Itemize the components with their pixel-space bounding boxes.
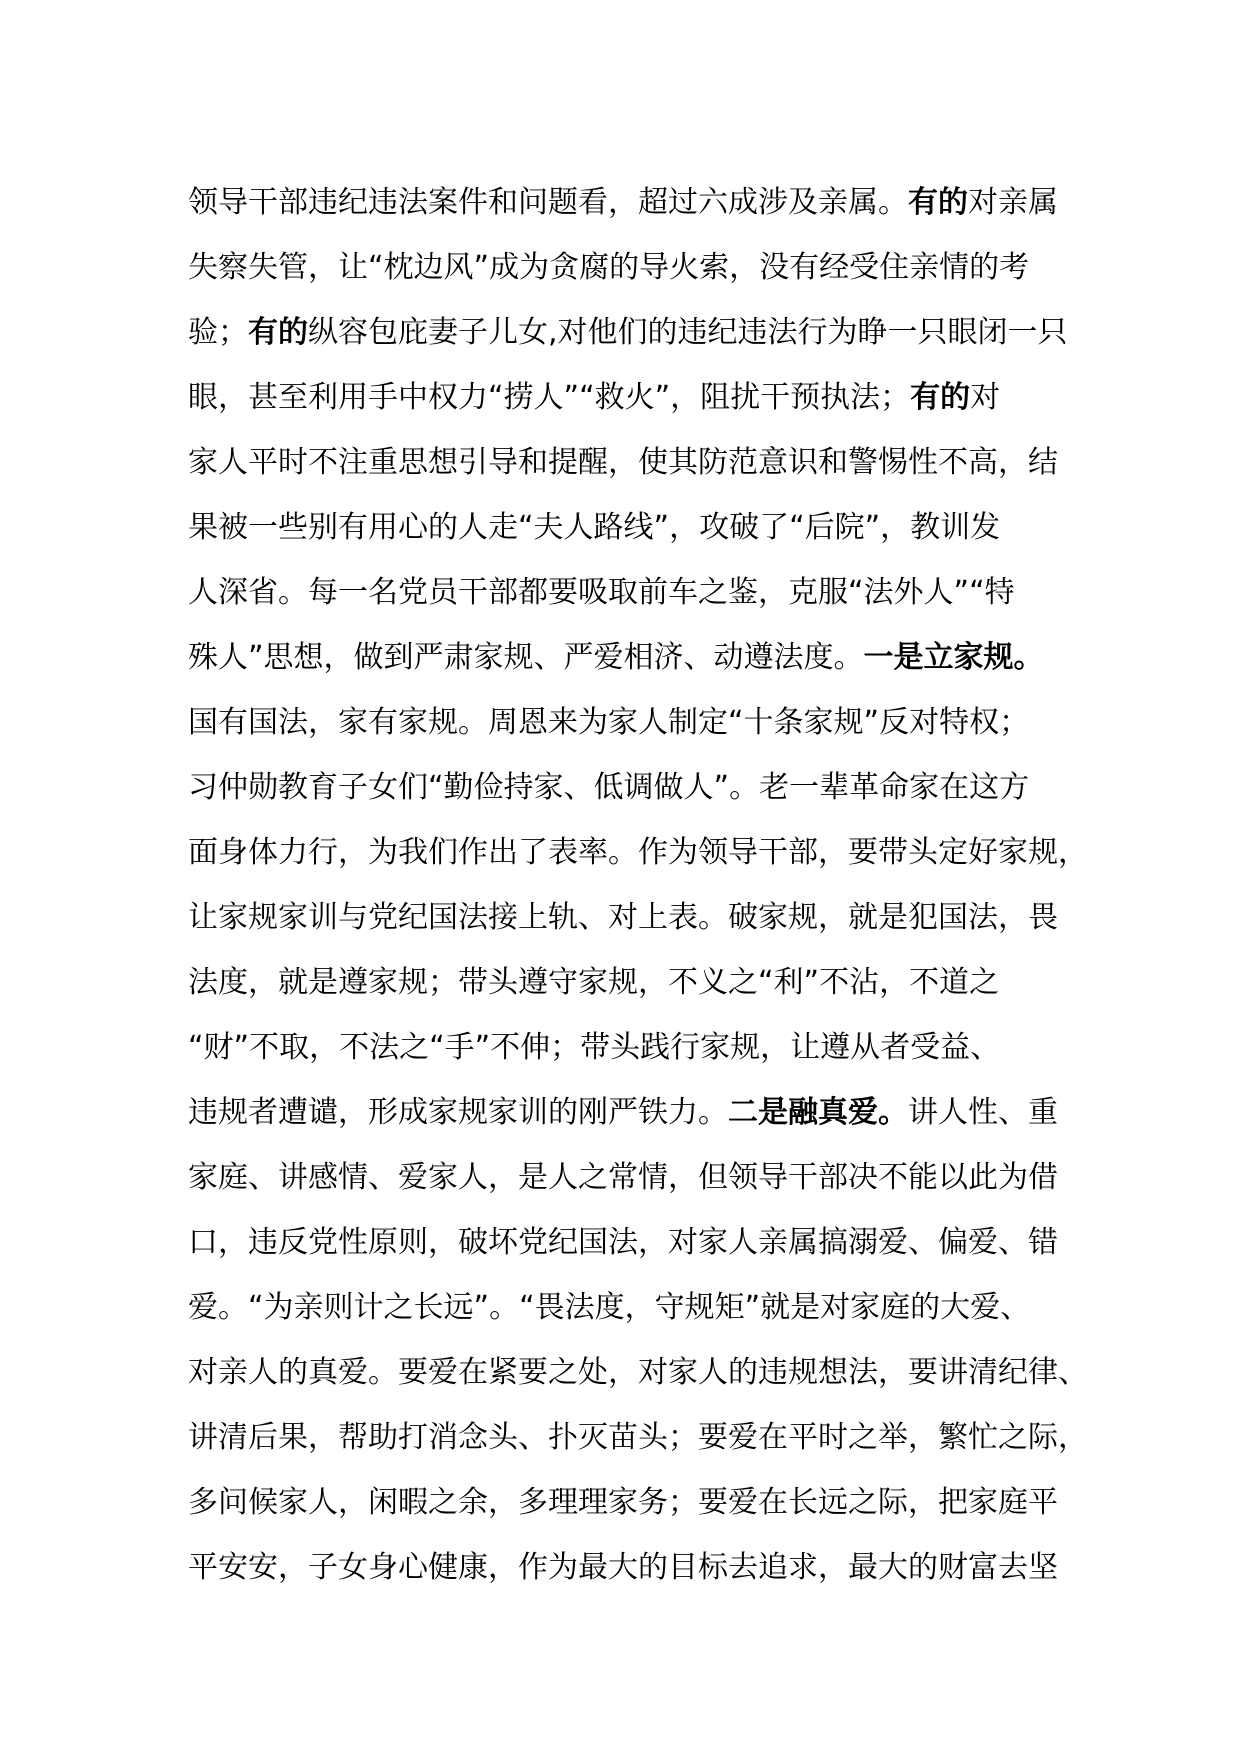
- text-segment: 多问候家人，闲暇之余，多理理家务；要爱在长远之际，把家庭平: [188, 1485, 1058, 1520]
- text-line: [188, 495, 1088, 560]
- text-segment: 殊人”思想，做到严肃家规、严爱相济、动遵法度。: [188, 640, 864, 675]
- text-segment: 果被一些别有用心的人走“夫人路线”，攻破了“后院”，教训发: [188, 510, 1001, 545]
- text-segment: 眼，甚至利用手中权力“捞人”“救火”，阻扰干预执法；: [188, 380, 911, 415]
- text-segment: 人深省。每一名党员干部都要吸取前车之鉴，克服“法外人”“特: [188, 575, 1015, 610]
- bold-phrase: 有的: [908, 185, 968, 220]
- text-line: [188, 1145, 1088, 1210]
- text-segment: 习仲勋教育子女们“勤俭持家、低调做人”。老一辈革命家在这方: [188, 770, 1030, 805]
- text-line: [188, 1275, 1088, 1340]
- bold-phrase: 二是融真爱。: [728, 1095, 908, 1130]
- text-line: [188, 885, 1088, 950]
- text-line: [188, 560, 1088, 625]
- text-line: [188, 625, 1088, 690]
- text-segment: “财”不取，不法之“手”不伸；带头践行家规，让遵从者受益、: [188, 1030, 1001, 1065]
- text-segment: 违规者遭谴，形成家规家训的刚严铁力。: [188, 1095, 728, 1130]
- text-line: [188, 300, 1088, 365]
- text-segment: 对亲属: [968, 185, 1058, 220]
- text-line: [188, 690, 1088, 755]
- text-segment: 讲清后果，帮助打消念头、扑灭苗头；要爱在平时之举，繁忙之际，: [188, 1420, 1088, 1455]
- bold-phrase: 有的: [248, 315, 308, 350]
- bold-phrase: 一是立家规。: [863, 640, 1044, 675]
- text-segment: 讲人性、重: [908, 1095, 1058, 1130]
- text-segment: 失察失管，让“枕边风”成为贪腐的导火索，没有经受住亲情的考: [188, 250, 1030, 285]
- text-line: [188, 1535, 1088, 1600]
- text-segment: 爱。“为亲则计之长远”。“畏法度，守规矩”就是对家庭的大爱、: [188, 1290, 1031, 1325]
- text-line: [188, 1015, 1088, 1080]
- text-line: [188, 1405, 1088, 1470]
- text-segment: 让家规家训与党纪国法接上轨、对上表。破家规，就是犯国法，畏: [188, 900, 1058, 935]
- text-line: [188, 365, 1088, 430]
- text-line: [188, 235, 1088, 300]
- text-line: [188, 820, 1088, 885]
- text-segment: 验；: [188, 315, 248, 350]
- text-segment: 对亲人的真爱。要爱在紧要之处，对家人的违规想法，要讲清纪律、: [188, 1355, 1088, 1390]
- text-segment: 平安安，子女身心健康，作为最大的目标去追求，最大的财富去坚: [188, 1550, 1058, 1585]
- text-line: [188, 170, 1088, 235]
- text-segment: 法度，就是遵家规；带头遵守家规，不义之“利”不沾，不道之: [188, 965, 1000, 1000]
- text-segment: 家人平时不注重思想引导和提醒，使其防范意识和警惕性不高，结: [188, 445, 1058, 480]
- text-line: [188, 1470, 1088, 1535]
- text-line: [188, 1080, 1088, 1145]
- text-line: [188, 1340, 1088, 1405]
- text-line: [188, 1210, 1088, 1275]
- text-segment: 口，违反党性原则，破坏党纪国法，对家人亲属搞溺爱、偏爱、错: [188, 1225, 1058, 1260]
- bold-phrase: 有的: [910, 380, 971, 415]
- text-line: [188, 430, 1088, 495]
- text-segment: 领导干部违纪违法案件和问题看，超过六成涉及亲属。: [188, 185, 908, 220]
- text-segment: 国有国法，家有家规。周恩来为家人制定“十条家规”反对特权；: [188, 705, 1030, 740]
- body-paragraph: [188, 170, 1088, 1600]
- text-segment: 面身体力行，为我们作出了表率。作为领导干部，要带头定好家规，: [188, 835, 1088, 870]
- text-segment: 家庭、讲感情、爱家人，是人之常情，但领导干部决不能以此为借: [188, 1160, 1058, 1195]
- text-line: [188, 755, 1088, 820]
- text-segment: 对: [970, 380, 1001, 415]
- text-line: [188, 950, 1088, 1015]
- text-segment: 纵容包庇妻子儿女,对他们的违纪违法行为睁一只眼闭一只: [308, 315, 1068, 350]
